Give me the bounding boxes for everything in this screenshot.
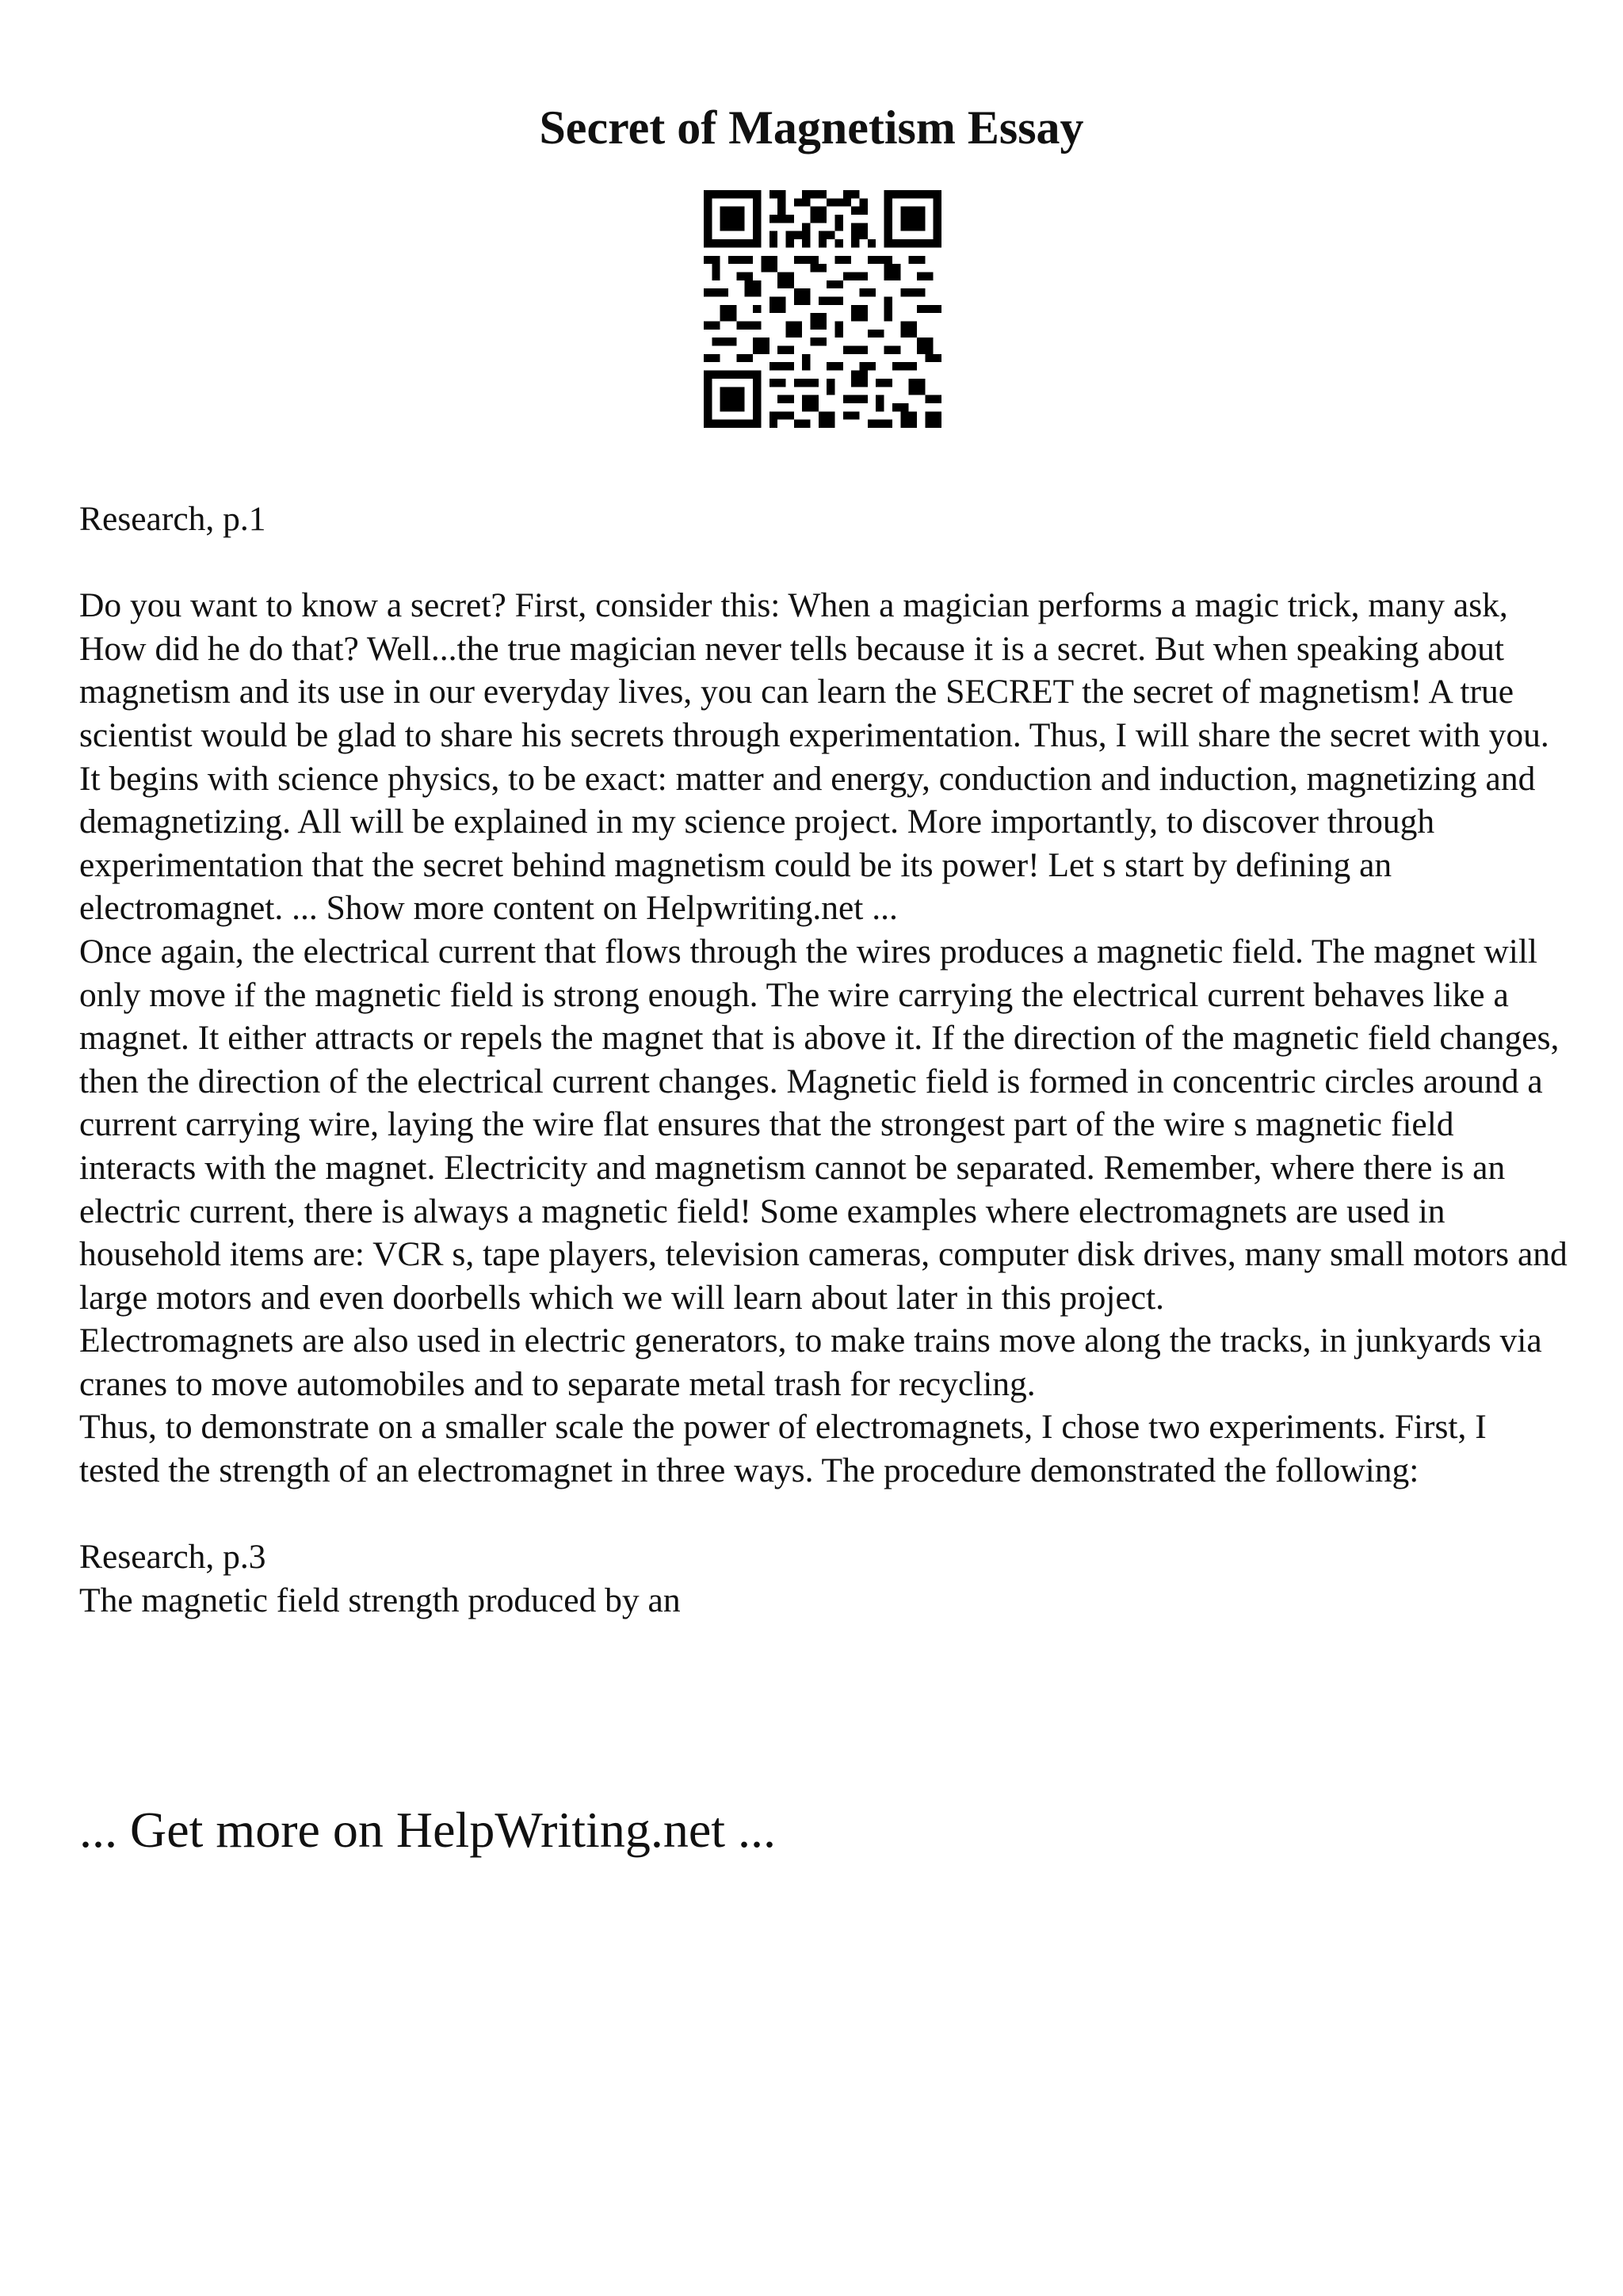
document-body: [79, 498, 1569, 1622]
blank-line: [79, 541, 1569, 585]
document-title: Secret of Magnetism Essay: [539, 101, 1084, 154]
blank-line: [79, 1493, 1569, 1536]
section-heading: Research, p.1: [79, 500, 266, 538]
qr-code-icon: [704, 190, 941, 428]
get-more-link[interactable]: ... Get more on HelpWriting.net ...: [79, 1802, 776, 1858]
body-paragraph: Electromagnets are also used in electric generators, to make trains move along the tracks, in junkyards via cranes to move automobiles and to separate metal trash for recycling.: [79, 1322, 1542, 1403]
body-paragraph: Once again, the electrical current that flows through the wires produces a magnetic field. The magnet will only move if the magnetic field is strong enough. The wire carrying the electrical current behaves like a magnet. It either attracts or repels the magnet that is above it. If the direction of the magnetic field changes, then the direction of the electrical current changes. Magnetic field is formed in concentric circles around a current carrying wire, laying the wire flat ensures that the strongest part of the wire s magnetic field interacts with the magnet. Electricity and magnetism cannot be separated. Remember, where there is an electric current, there is always a magnetic field! Some examples where electromagnets are used in household items are: VCR s, tape players, television cameras, computer disk drives, many small motors and large motors and even doorbells which we will learn about later in this project.: [79, 932, 1568, 1317]
qr-code-graphic: [704, 190, 941, 428]
body-paragraph: Thus, to demonstrate on a smaller scale the power of electromagnets, I chose two experiments. First, I tested the strength of an electromagnet in three ways. The procedure demonstrated the following:: [79, 1408, 1487, 1490]
body-paragraph: The magnetic field strength produced by an: [79, 1581, 681, 1619]
body-paragraph: Do you want to know a secret? First, consider this: When a magician performs a magic trick, many ask, How did he do that? Well...the true magician never tells because it is a secret. But when speaking about magnetism and its use in our everyday lives, you can learn the SECRET the secret of magnetism! A true scientist would be glad to share his secrets through experimentation. Thus, I will share the secret with you. It begins with science physics, to be exact: matter and energy, conduction and induction, magnetizing and demagnetizing. All will be explained in my science project. More importantly, to discover through experimentation that the secret behind magnetism could be its power! Let s start by defining an electromagnet. ... Show more content on Helpwriting.net ...: [79, 586, 1549, 928]
section-heading: Research, p.3: [79, 1538, 266, 1577]
